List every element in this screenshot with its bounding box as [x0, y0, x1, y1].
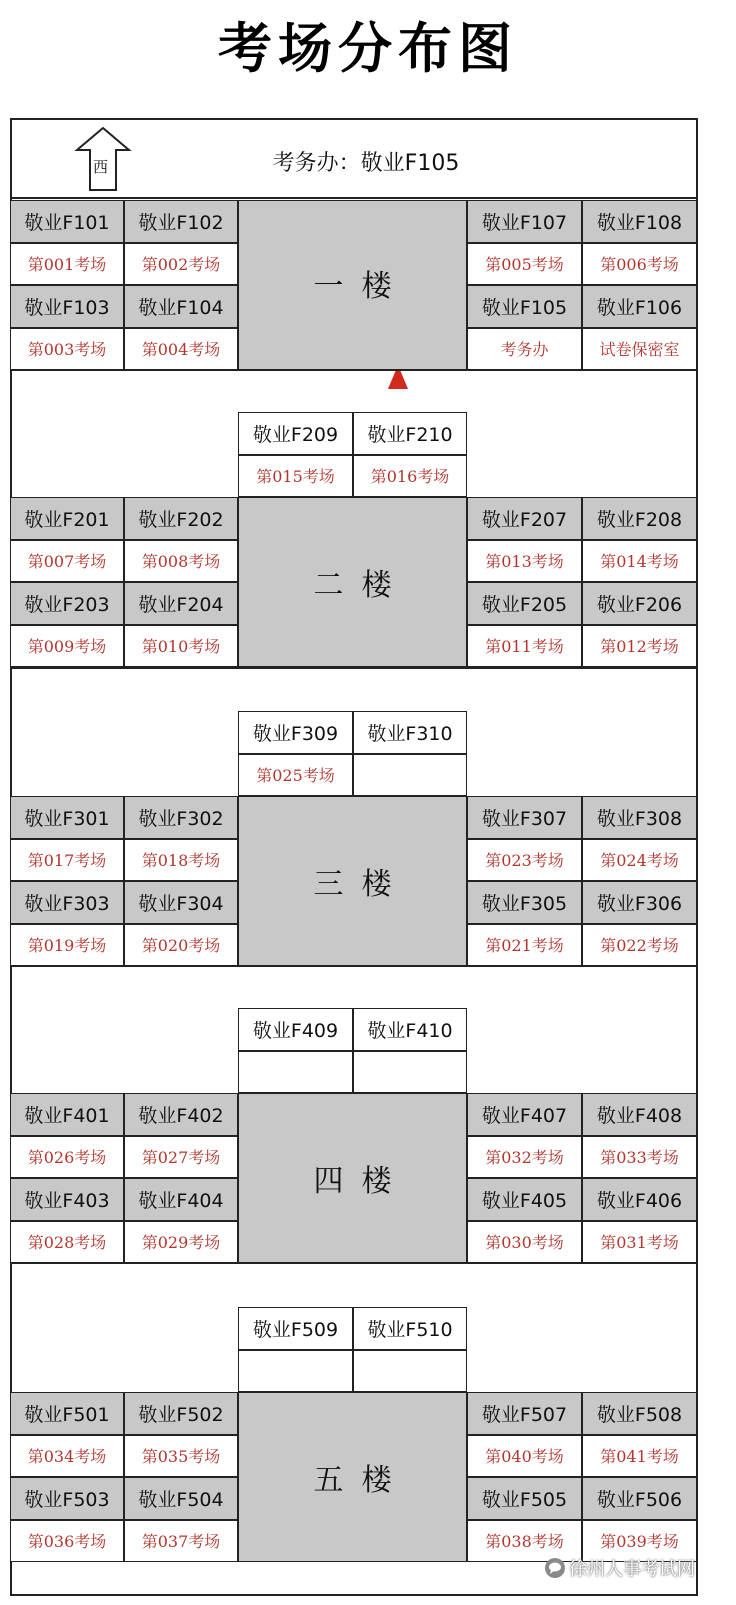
room-label [10, 1178, 124, 1221]
annex-room-label [353, 1008, 467, 1051]
exam-room-label [10, 625, 124, 668]
room-label [467, 285, 582, 328]
exam-room-label-text: 第034考场 [27, 1447, 107, 1467]
annex-exam-room-label [353, 1051, 467, 1094]
room-label [582, 1392, 697, 1435]
exam-room-label [124, 328, 238, 371]
exam-room-label-text: 第002考场 [141, 255, 221, 275]
exam-room-label [467, 1221, 582, 1264]
exam-room-label-text: 第018考场 [141, 851, 221, 871]
annex-exam-room-label [353, 1350, 467, 1393]
chat-bubble-icon [545, 1558, 565, 1578]
annex-exam-room-label-text: 第015考场 [256, 467, 335, 487]
room-label [467, 1093, 582, 1136]
annex-room-label-text: 敬业F210 [367, 423, 453, 446]
exam-room-label-text: 第037考场 [141, 1532, 221, 1552]
room-label [582, 1178, 697, 1221]
floor-label: 四楼 [313, 1164, 410, 1199]
room-label-text: 敬业F208 [596, 508, 683, 531]
exam-room-label-text: 第027考场 [141, 1148, 221, 1168]
annex-room-label-text: 敬业F310 [367, 722, 453, 745]
exam-room-label-text: 第026考场 [27, 1148, 107, 1168]
watermark-text: 徐州人事考试网 [569, 1559, 695, 1580]
exam-room-label [582, 1435, 697, 1478]
room-label [10, 200, 124, 243]
exam-room-label [10, 1435, 124, 1478]
exam-room-label-text: 第012考场 [600, 637, 679, 657]
floor-center-block [238, 1392, 467, 1562]
exam-room-label [582, 625, 697, 668]
exam-room-label-text: 第011考场 [485, 637, 564, 657]
room-label-text: 敬业F206 [596, 593, 683, 616]
room-label-text: 敬业F304 [138, 892, 224, 915]
floor-label: 二楼 [313, 568, 410, 603]
floor-center-block [238, 200, 467, 370]
room-label [467, 1392, 582, 1435]
room-label [467, 497, 582, 540]
annex-exam-room-label [238, 754, 353, 797]
exam-room-label [124, 839, 238, 882]
exam-room-label [10, 540, 124, 583]
floor-label: 一楼 [313, 268, 410, 304]
exam-room-label [124, 243, 238, 286]
floor-label: 五楼 [313, 1463, 410, 1498]
room-label-text: 敬业F101 [24, 211, 110, 234]
exam-room-label [124, 1221, 238, 1264]
room-label [467, 1178, 582, 1221]
annex-exam-room-label [238, 1350, 353, 1393]
exam-room-label-text: 第024考场 [600, 851, 679, 871]
room-label-text: 敬业F207 [481, 508, 568, 531]
annex-room-label-text: 敬业F309 [252, 722, 339, 745]
exam-room-label-text: 第006考场 [600, 255, 679, 275]
room-label-text: 敬业F302 [138, 807, 224, 830]
annex-room-label [238, 1307, 353, 1350]
exam-room-label [467, 924, 582, 967]
exam-room-label-text: 第009考场 [27, 637, 107, 657]
room-label-text: 敬业F102 [138, 211, 224, 234]
annex-room-label [238, 1008, 353, 1051]
exam-room-label-text: 第008考场 [141, 552, 221, 572]
exam-room-label-text: 第023考场 [485, 851, 564, 871]
room-label [582, 881, 697, 924]
annex-room-label-text: 敬业F509 [252, 1318, 339, 1341]
room-label-text: 敬业F203 [24, 593, 110, 616]
room-label-text: 敬业F201 [24, 508, 110, 531]
room-label-text: 敬业F508 [596, 1403, 683, 1426]
floor-center-block [238, 497, 467, 667]
room-label-text: 敬业F404 [138, 1189, 224, 1212]
room-label [10, 497, 124, 540]
floor-label: 三楼 [313, 867, 410, 902]
room-label [467, 796, 582, 839]
annex-exam-room-label [238, 455, 353, 498]
exam-room-label [467, 243, 582, 286]
exam-room-label-text: 第028考场 [27, 1233, 107, 1253]
room-label [467, 881, 582, 924]
annex-exam-room-label-text: 第016考场 [370, 467, 450, 487]
room-label-text: 敬业F202 [138, 508, 224, 531]
room-label-text: 敬业F104 [138, 296, 224, 319]
exam-room-label [124, 924, 238, 967]
room-label [467, 1477, 582, 1520]
exam-room-label [10, 1136, 124, 1179]
west-arrow-icon [74, 126, 132, 196]
room-label-text: 敬业F306 [596, 892, 683, 915]
exam-room-label [10, 839, 124, 882]
room-label [467, 582, 582, 625]
room-label-text: 敬业F205 [481, 593, 568, 616]
exam-room-label [10, 1221, 124, 1264]
exam-room-label-text: 第003考场 [27, 340, 107, 360]
room-label-text: 敬业F405 [481, 1189, 568, 1212]
exam-room-label-text: 第040考场 [485, 1447, 564, 1467]
exam-room-label [582, 540, 697, 583]
exam-room-label [124, 1435, 238, 1478]
exam-room-label-text: 第004考场 [141, 340, 221, 360]
room-label-text: 敬业F503 [24, 1488, 110, 1511]
room-label-text: 敬业F108 [596, 211, 683, 234]
exam-room-label [467, 328, 582, 371]
room-label-text: 敬业F501 [24, 1403, 110, 1426]
room-label [124, 1093, 238, 1136]
room-label [582, 796, 697, 839]
exam-room-label-text: 第032考场 [485, 1148, 564, 1168]
annex-room-label [353, 1307, 467, 1350]
exam-room-label-text: 第007考场 [27, 552, 107, 572]
room-label-text: 敬业F504 [138, 1488, 224, 1511]
annex-room-label-text: 敬业F510 [367, 1318, 453, 1341]
room-label-text: 敬业F403 [24, 1189, 110, 1212]
exam-room-label-text: 第030考场 [485, 1233, 564, 1253]
annex-exam-room-label [353, 455, 467, 498]
floor-divider [10, 197, 698, 199]
room-label [10, 796, 124, 839]
exam-room-label [10, 924, 124, 967]
room-label-text: 敬业F305 [481, 892, 568, 915]
room-label-text: 敬业F106 [596, 296, 683, 319]
annex-exam-room-label [238, 1051, 353, 1094]
room-label-text: 敬业F401 [24, 1104, 110, 1127]
watermark [545, 1555, 695, 1581]
exam-room-label [582, 924, 697, 967]
room-label-text: 敬业F407 [481, 1104, 568, 1127]
room-label-text: 敬业F506 [596, 1488, 683, 1511]
room-label [582, 1477, 697, 1520]
room-label [582, 200, 697, 243]
exam-room-label-text: 第014考场 [600, 552, 679, 572]
exam-room-label [582, 1136, 697, 1179]
room-label-text: 敬业F105 [481, 296, 568, 319]
exam-room-label-text: 试卷保密室 [599, 340, 680, 360]
exam-room-label [467, 839, 582, 882]
room-label [124, 285, 238, 328]
exam-room-label [582, 243, 697, 286]
exam-room-label [124, 1520, 238, 1563]
annex-room-label [353, 412, 467, 455]
exam-room-label [10, 328, 124, 371]
exam-room-label-text: 第038考场 [485, 1532, 564, 1552]
room-label [467, 200, 582, 243]
exam-room-label-text: 第035考场 [141, 1447, 221, 1467]
room-label-text: 敬业F308 [596, 807, 683, 830]
west-label: 西 [93, 158, 109, 176]
exam-room-label [467, 625, 582, 668]
room-label [582, 582, 697, 625]
annex-room-label-text: 敬业F209 [252, 423, 339, 446]
exam-room-label [124, 540, 238, 583]
room-label [124, 200, 238, 243]
annex-room-label [238, 412, 353, 455]
exam-room-label [10, 1520, 124, 1563]
exam-room-label-text: 第036考场 [27, 1532, 107, 1552]
exam-room-label-text: 第029考场 [141, 1233, 221, 1253]
room-label-text: 敬业F408 [596, 1104, 683, 1127]
room-label [10, 1477, 124, 1520]
room-label [10, 1392, 124, 1435]
room-label [582, 1093, 697, 1136]
room-label [582, 497, 697, 540]
office-label: 考务办：敬业F105 [272, 151, 460, 176]
exam-room-label-text: 第010考场 [141, 637, 221, 657]
exam-room-label-text: 第022考场 [600, 936, 679, 956]
exam-room-label-text: 第001考场 [27, 255, 107, 275]
room-label [10, 881, 124, 924]
exam-room-label-text: 考务办 [500, 340, 549, 360]
exam-room-label [467, 1136, 582, 1179]
floor-center-block [238, 796, 467, 966]
exam-room-label [124, 1136, 238, 1179]
annex-exam-room-label-text: 第025考场 [256, 766, 335, 786]
room-label-text: 敬业F502 [138, 1403, 224, 1426]
annex-exam-room-label [353, 754, 467, 797]
exam-room-label [582, 1221, 697, 1264]
room-label-text: 敬业F402 [138, 1104, 224, 1127]
exam-room-label-text: 第019考场 [27, 936, 107, 956]
room-label-text: 敬业F303 [24, 892, 110, 915]
exam-room-label [467, 1435, 582, 1478]
annex-room-label [353, 711, 467, 754]
room-label [124, 582, 238, 625]
room-label [124, 1477, 238, 1520]
exam-room-label-text: 第031考场 [600, 1233, 679, 1253]
floor-divider [10, 667, 698, 669]
page-title: 考场分布图 [218, 17, 518, 80]
room-label-text: 敬业F307 [481, 807, 568, 830]
exam-room-label-text: 第013考场 [485, 552, 564, 572]
exam-room-label-text: 第039考场 [600, 1532, 679, 1552]
exam-room-label-text: 第005考场 [485, 255, 564, 275]
room-label [10, 582, 124, 625]
annex-room-label [238, 711, 353, 754]
exam-room-label-text: 第021考场 [485, 936, 564, 956]
annex-room-label-text: 敬业F409 [252, 1019, 339, 1042]
exam-room-label-text: 第020考场 [141, 936, 221, 956]
room-label-text: 敬业F505 [481, 1488, 568, 1511]
exam-room-label [10, 243, 124, 286]
room-label [124, 1392, 238, 1435]
room-label-text: 敬业F507 [481, 1403, 568, 1426]
exam-room-label [124, 625, 238, 668]
annex-room-label-text: 敬业F410 [367, 1019, 453, 1042]
exam-room-label-text: 第033考场 [600, 1148, 679, 1168]
exam-room-label [582, 328, 697, 371]
room-label-text: 敬业F301 [24, 807, 110, 830]
room-label [124, 796, 238, 839]
exam-room-label [467, 540, 582, 583]
room-label [124, 881, 238, 924]
room-label [124, 497, 238, 540]
room-label-text: 敬业F204 [138, 593, 224, 616]
room-label-text: 敬业F107 [481, 211, 568, 234]
exam-room-label [582, 839, 697, 882]
room-label [10, 285, 124, 328]
room-label [124, 1178, 238, 1221]
room-label [10, 1093, 124, 1136]
room-label-text: 敬业F103 [24, 296, 110, 319]
exam-room-label-text: 第017考场 [27, 851, 107, 871]
exam-room-label-text: 第041考场 [600, 1447, 679, 1467]
room-label [582, 285, 697, 328]
floor-center-block [238, 1093, 467, 1263]
room-label-text: 敬业F406 [596, 1189, 683, 1212]
